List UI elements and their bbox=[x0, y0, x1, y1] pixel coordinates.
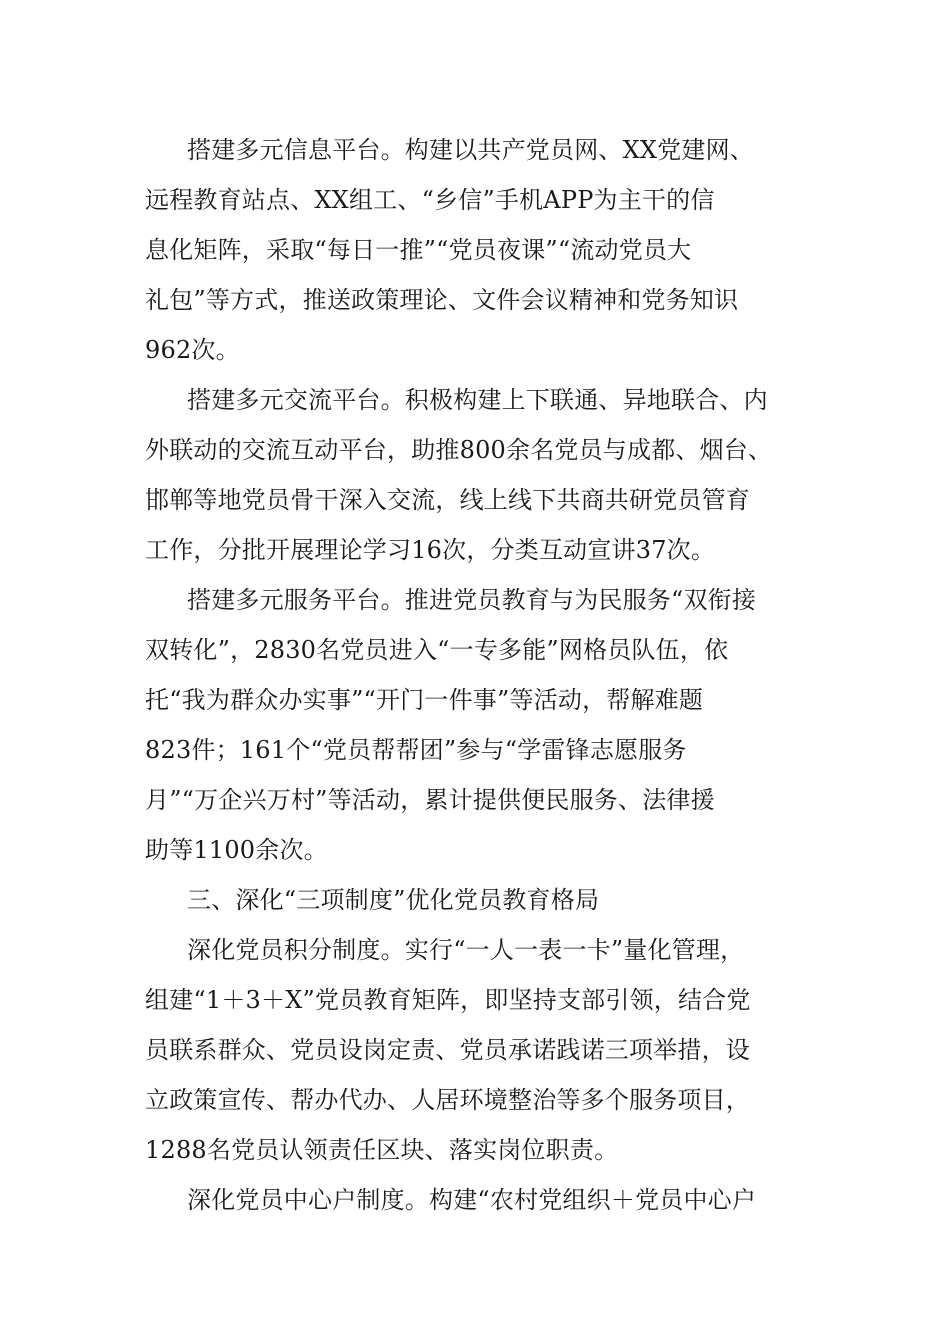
para-points-system-line-2: 组建“1＋3＋X”党员教育矩阵，即坚持支部引领，结合党 bbox=[145, 986, 751, 1014]
para-exchange-platform-line-3: 邯郸等地党员骨干深入交流，线上线下共商共研党员管育 bbox=[145, 486, 750, 514]
para-info-platform-line-4: 礼包”等方式，推送政策理论、文件会议精神和党务知识 bbox=[145, 286, 739, 314]
para-info-platform-line-2: 远程教育站点、XX组工、“乡信”手机APP为主干的信 bbox=[145, 186, 715, 214]
para-exchange-platform-line-2: 外联动的交流互动平台，助推800余名党员与成都、烟台、 bbox=[145, 436, 773, 464]
para-service-platform-line-3: 托“我为群众办实事”“开门一件事”等活动，帮解难题 bbox=[145, 686, 704, 714]
para-exchange-platform-line-4: 工作，分批开展理论学习16次，分类互动宣讲37次。 bbox=[145, 536, 716, 564]
para-points-system-line-4: 立政策宣传、帮办代办、人居环境整治等多个服务项目， bbox=[145, 1086, 750, 1114]
para-service-platform-line-1: 搭建多元服务平台。推进党员教育与为民服务“双衔接 bbox=[187, 586, 757, 614]
para-points-system-line-1: 深化党员积分制度。实行“一人一表一卡”量化管理， bbox=[187, 936, 745, 964]
para-service-platform-line-6: 助等1100余次。 bbox=[145, 836, 328, 864]
para-info-platform-line-1: 搭建多元信息平台。构建以共产党员网、XX党建网、 bbox=[187, 136, 754, 164]
para-info-platform-line-3: 息化矩阵，采取“每日一推”“党员夜课”“流动党员大 bbox=[145, 236, 692, 264]
para-info-platform-line-5: 962次。 bbox=[145, 336, 240, 364]
para-points-system-line-5: 1288名党员认领责任区块、落实岗位职责。 bbox=[145, 1136, 619, 1164]
section-heading-three: 三、深化“三项制度”优化党员教育格局 bbox=[187, 886, 600, 914]
para-service-platform-line-5: 月”“万企兴万村”等活动，累计提供便民服务、法律援 bbox=[145, 786, 715, 814]
para-center-household-line-1: 深化党员中心户制度。构建“农村党组织＋党员中心户 bbox=[187, 1186, 757, 1214]
para-service-platform-line-2: 双转化”，2830名党员进入“一专多能”网格员队伍，依 bbox=[145, 636, 729, 664]
para-points-system-line-3: 员联系群众、党员设岗定责、党员承诺践诺三项举措，设 bbox=[145, 1036, 750, 1064]
para-exchange-platform-line-1: 搭建多元交流平台。积极构建上下联通、异地联合、内 bbox=[187, 386, 768, 414]
para-service-platform-line-4: 823件；161个“党员帮帮团”参与“学雷锋志愿服务 bbox=[145, 736, 687, 764]
